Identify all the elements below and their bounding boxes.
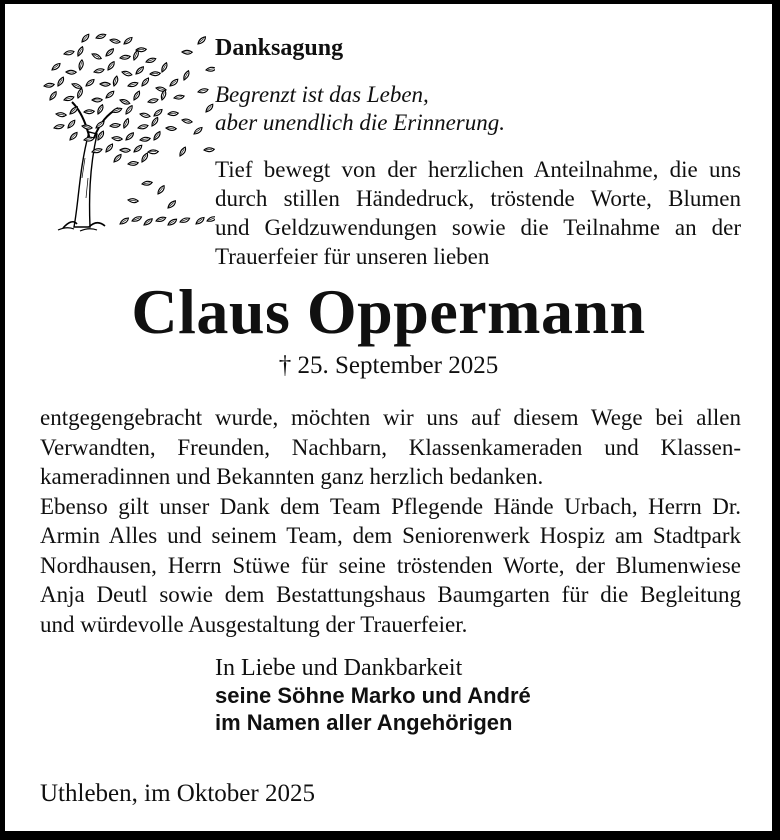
body-line-1: entgegengebracht wurde, möchten wir uns auf diesem Wege bei allen: [40, 405, 741, 430]
epigraph-line-1: Begrenzt ist das Leben,: [215, 82, 429, 107]
header-column: [215, 34, 741, 271]
place-date: Uthleben, im Oktober 2025: [40, 780, 315, 807]
deceased-name: Claus Oppermann: [131, 276, 646, 347]
intro-line-2: durch stillen Händedruck, tröstende Worte, Blumen: [215, 186, 741, 211]
body-line-2: Verwandten, Freunden, Nachbarn, Klassenkameraden und Klassen-: [40, 434, 741, 460]
closing-line-1: In Liebe und Dankbarkeit: [215, 655, 463, 681]
body-line-3: kameradinnen und Bekannten ganz herzlich bedanken.: [40, 464, 544, 489]
epigraph: [215, 81, 741, 137]
windblown-tree-icon: [30, 28, 215, 236]
intro-line-3: und Geldzuwendungen sowie die Teilnahme an der: [215, 215, 741, 240]
intro-line-1: Tief bewegt von der herzlichen Anteilnahme, die uns: [215, 157, 741, 182]
closing-line-2: seine Söhne Marko und André: [215, 683, 531, 708]
body-line-8: und würdevolle Ausgestaltung der Trauerfeier.: [40, 611, 468, 637]
body-line-5: Armin Alles und seinem Team, dem Seniorenwerk Hospiz am Stadtpark: [40, 523, 741, 548]
intro-paragraph: [215, 155, 741, 271]
closing-line-3: im Namen aller Angehörigen: [215, 710, 513, 735]
notice-type-title: Danksagung: [215, 35, 344, 61]
thanks-paragraphs: [40, 403, 741, 639]
body-line-4: Ebenso gilt unser Dank dem Team Pflegende Hände Urbach, Herrn Dr.: [40, 493, 741, 519]
body-line-6: Nordhausen, Herrn Stüwe für seine tröstenden Worte, der Blumenwiese: [40, 552, 741, 578]
intro-line-4: Trauerfeier für unseren lieben: [215, 244, 490, 269]
body-line-7: Anja Deutl sowie dem Bestattungshaus Baumgarten für die Begleitung: [40, 582, 741, 607]
closing-block: [215, 654, 531, 736]
epigraph-line-2: aber unendlich die Erinnerung.: [215, 110, 506, 135]
death-date: † 25. September 2025: [278, 352, 499, 379]
